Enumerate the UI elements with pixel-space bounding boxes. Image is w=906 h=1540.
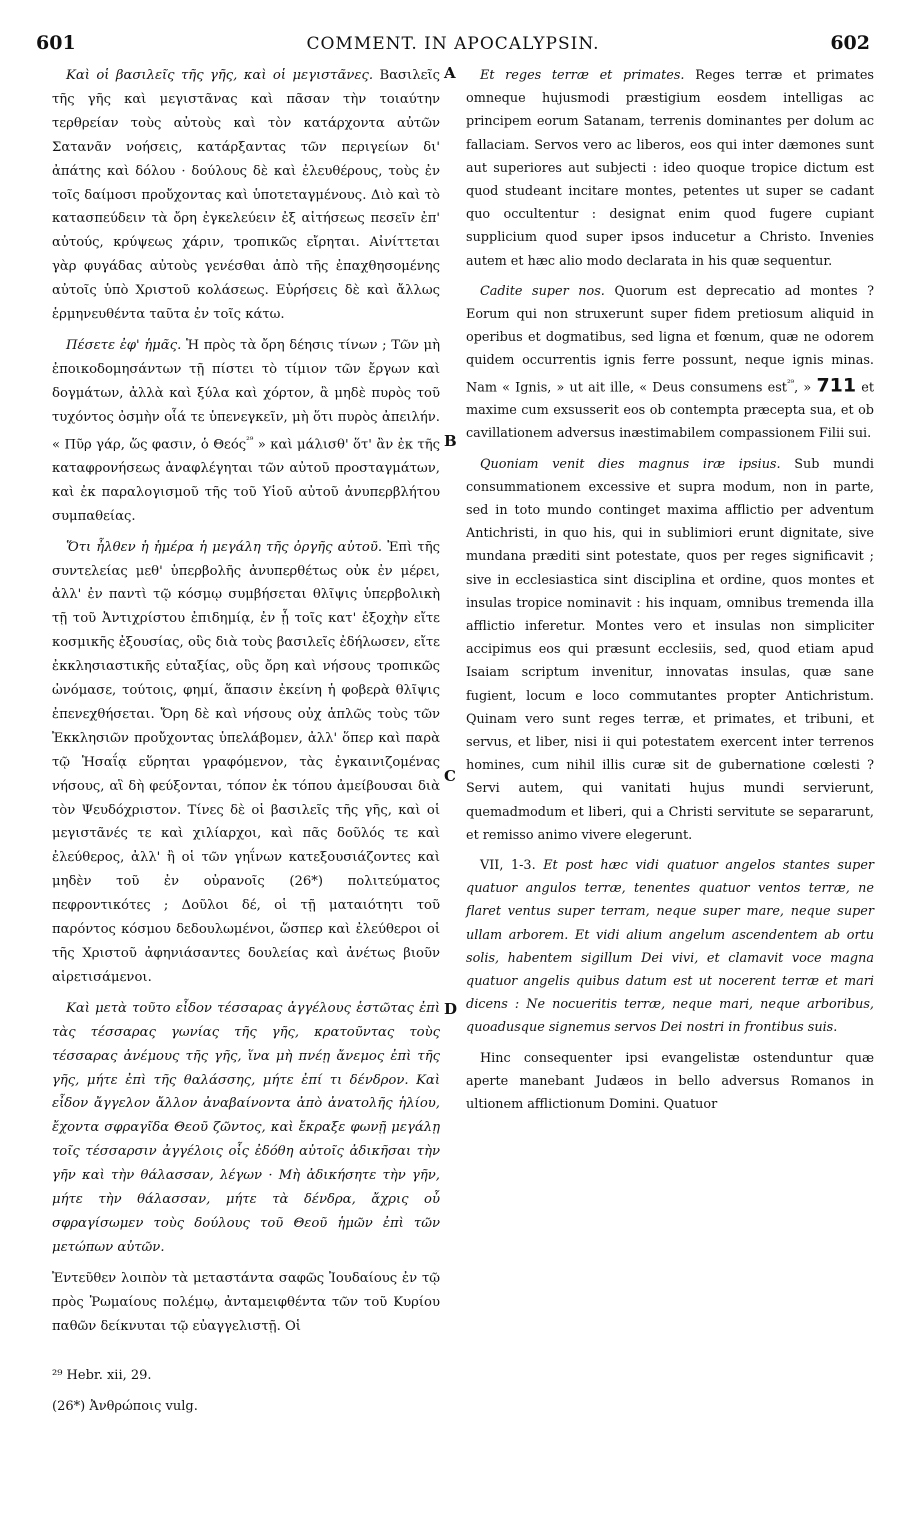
greek-text-5: Ἐντεῦθεν λοιπὸν τὰ μεταστάντα σαφῶς Ἰουδαίους ἐν τῷ πρὸς Ῥωμαίους πολέμῳ, ἀνταμειφθέντα τῶν τοῦ Κυρίου παθῶν δείκνυται τῷ εὐαγγελιστῇ. Οἱ [52, 1270, 440, 1334]
greek-paragraph-1 [52, 64, 440, 327]
greek-text-2b: » καὶ μάλισθ' ὅτ' ἂν ἐκ τῆς καταφρονήσεως ἀναφλέγηται τῶν αὐτοῦ προσταγμάτων, καὶ ἐκ παραλογισμοῦ τῆς τοῦ Υἱοῦ αὐτοῦ ἀνυπερβλήτου συμπαθείας. [52, 436, 440, 524]
footnote-ref-26: (26*) [289, 874, 324, 890]
latin-text-3: Sub mundi consummationem excessive et supra modum, non in parte, sed in toto mundo continget maxima afflictio per adventum Antichristi, in quo his, qui in sublimiori erunt dignitate, sive mundana præditi sint potestate, quos per reges significavit ; sive in ecclesiastica sint disciplina et ordine, quos montes et insulas tropice nominavit : his inquam, omnibus tremenda illa afflictio inferetur. Montes vero et insulas non simpliciter accipimus eos qui præsunt ecclesiis, sed, quod etiam apud Isaiam scriptum invenitur, innovatas insulas, quæ sane fugient, locum e loco commutantes propter Antichristum. Quinam vero sunt reges terræ, et primates, et tribuni, et servus, et liber, nisi ii qui potestatem exercent inter terrenos homines, cum nihil illis curæ sit de gubernatione cœlesti ? Servi autem, qui vanitati hujus mundi servierunt, quemadmodum et liberi, qui a Christi servitute se separarunt, et remisso animo vivere elegerunt. [466, 456, 874, 843]
latin-footnote-ref-29: ²⁹ [786, 378, 795, 389]
greek-text-1: Βασιλεῖς τῆς γῆς καὶ μεγιστᾶνας καὶ πᾶσαν τὴν τοιαύτην τερθρείαν τοὺς αὐτοὺς καὶ τὸν κατάρχοντα αὐτῶν Σατανᾶν νοήσεις, κατάρξαντας τῶν περιγείων δι' ἀπάτης καὶ δόλου · δούλους δὲ καὶ ἐλευθέρους, τοὺς ἐν τοῖς δαίμοσι προὔχοντας καὶ ὑποτεταγμένους. Διὸ καὶ τὸ κατασπεύδειν τὰ ὄρη ἐγκελεύειν ἐξ αἰτήσεως πεσεῖν ἐπ' αὐτούς, κρύψεως χάριν, τροπικῶς εἴρηται. Αἰνίττεται γὰρ φυγάδας αὐτοὺς γενέσθαι ἀπὸ τῆς ἐπαχθησομένης αὐτοῖς ὑπὸ Χριστοῦ κολάσεως. Εὑρήσεις δὲ καὶ ἄλλως ἑρμηνευθέντα ταῦτα ἐν τοῖς κάτω. [52, 68, 440, 323]
latin-text-2a: Quorum est deprecatio ad montes ? Eorum qui non struxerunt super fidem pretiosum aliquid in operibus et dogmatibus, sed ligna et fœnum, quæ ne odorem quidem occurrentis ignis ferre possunt, neque ignis minas. Nam « Ignis, » ut ait ille, « Deus consumens est [466, 283, 874, 395]
page-number-left: 601 [36, 32, 76, 54]
latin-lemma-2: Cadite super nos. [480, 283, 605, 299]
latin-text-1: Reges terræ et primates omneque hujusmodi præstigium eosdem intelligas ac principem eorum Satanam, terrenis dominantes per dolum ac fallaciam. Servos vero ac liberos, eos qui inter dæmones sunt aut superiores aut subjecti : ideo quoque tropice dictum est quod studeant incitare montes, petentes ut super se cadant quo occultentur : designat enim quod fugere cupiant supplicium quod super ipsos inducetur a Christo. Invenies autem et hæc alio modo declarata in his quæ sequentur. [466, 68, 874, 269]
verse-reference: VII, 1-3. [480, 857, 536, 873]
greek-column [52, 64, 440, 1346]
latin-text-5: Hinc consequenter ipsi evangelistæ ostenduntur quæ aperte manebant Judæos in bello adversus Romanos in ultionem afflictionum Domini. Quatuor [466, 1050, 874, 1112]
running-title: COMMENT. IN APOCALYPSIN. [306, 34, 600, 54]
greek-lemma-4: Καὶ μετὰ τοῦτο εἶδον τέσσαρας ἀγγέλους ἑστῶτας ἐπὶ τὰς τέσσαρας γωνίας τῆς γῆς, κρατοῦντας τοὺς τέσσαρας ἀνέμους τῆς γῆς, ἵνα μὴ πνέῃ ἄνεμος ἐπὶ τῆς γῆς, μήτε ἐπὶ τῆς θαλάσσης, μήτε ἐπί τι δένδρον. Καὶ εἶδον ἄγγελον ἄλλον ἀναβαίνοντα ἀπὸ ἀνατολῆς ἡλίου, ἔχοντα σφραγῖδα Θεοῦ ζῶντος, καὶ ἔκραξε φωνῇ μεγάλῃ τοῖς τέσσαρσιν ἀγγέλοις οἷς ἐδόθη αὐτοῖς ἀδικῆσαι τὴν γῆν καὶ τὴν θάλασσαν, λέγων · Μὴ ἀδικήσητε τὴν γῆν, μήτε τὴν θάλασσαν, μήτε τὰ δένδρα, ἄχρις οὗ σφραγίσωμεν τοὺς δούλους τοῦ Θεοῦ ἡμῶν ἐπὶ τῶν μετώπων αὐτῶν. [52, 1000, 440, 1255]
greek-paragraph-3 [52, 536, 440, 990]
footnote-2: (26*) Ἀνθρώποις vulg. [52, 1399, 198, 1414]
greek-text-3b: πολιτεύματος πεφροντικότες ; Δοῦλοι δέ, οἱ τῇ ματαιότητι τοῦ παρόντος κόσμου δεδουλωμένοι, ὥσπερ καὶ ἐλεύθεροι οἱ τῆς Χριστοῦ ἀφηνιάσαντες δουλείας καὶ ἀνέτως βιοῦν αἱρετισάμενοι. [52, 874, 440, 985]
greek-paragraph-2 [52, 334, 440, 529]
greek-lemma-3: Ὅτι ἦλθεν ἡ ἡμέρα ἡ μεγάλη τῆς ὀργῆς αὐτοῦ. [66, 539, 383, 555]
latin-lemma-3: Quoniam venit dies magnus iræ ipsius. [480, 456, 781, 472]
latin-lemma-4: Et post hæc vidi quatuor angelos stantes super quatuor angulos terræ, tenentes quatuor ventos terræ, ne flaret ventus super terram, neque super mare, neque super ullam arborem. Et vidi alium angelum ascendentem ab ortu solis, habentem sigillum Dei vivi, et clamavit voce magna quatuor angelis quibus datum est ut nocerent terræ et mari dicens : Ne nocueritis terræ, neque mari, neque arboribus, quoadusque signemus servos Dei nostri in frontibus suis. [466, 857, 875, 1036]
greek-lemma-1: Καὶ οἱ βασιλεῖς τῆς γῆς, καὶ οἱ μεγιστᾶνες. [66, 68, 374, 83]
greek-text-3: Ἐπὶ τῆς συντελείας μεθ' ὑπερβολῆς ἀνυπερθέτως οὐκ ἐν μέρει, ἀλλ' ἐν παντὶ τῷ κόσμῳ συμβήσεται θλῖψις ὑπερβολικὴ τῇ τοῦ Ἀντιχρίστου ἐπιδημίᾳ, ἐν ᾗ τοῖς κατ' ἐξοχὴν εἴτε κοσμικῆς ἐξουσίας, οὓς διὰ τοὺς βασιλεῖς ἐδήλωσεν, εἴτε ἐκκλησιαστικῆς εὐταξίας, οὓς ὄρη καὶ νήσους τροπικῶς ὠνόμασε, τούτοις, φημί, ἅπασιν ἐκείνη ἡ φοβερὰ θλῖψις ἐπενεχθήσεται. Ὄρη δὲ καὶ νήσους οὐχ ἁπλῶς τοὺς τῶν Ἐκκλησιῶν προὔχοντας ὑπελάβομεν, ἀλλ' ὅπερ καὶ παρὰ τῷ Ἡσαΐᾳ εὕρηται γραφόμενον, τὰς ἐγκαινιζομένας νήσους, αἳ δὴ φεύξονται, τόπον ἐκ τόπου ἀμείβουσαι διὰ τὸν Ψευδόχριστον. Τίνες δὲ οἱ βασιλεῖς τῆς γῆς, καὶ οἱ μεγιστᾶνές τε καὶ χιλίαρχοι, καὶ πᾶς δοῦλός τε καὶ ἐλεύθερος, ἀλλ' ἢ οἱ τῶν γηΐνων κατεξουσιάζοντες καὶ μηδὲν τοῦ ἐν οὐρανοῖς [52, 539, 440, 890]
page-number-right: 602 [830, 32, 870, 54]
greek-text-2a: Ἡ πρὸς τὰ ὄρη δέησις τίνων ; Τῶν μὴ ἐποικοδομησάντων τῇ πίστει τὸ τίμιον τῶν ἔργων καὶ δογμάτων, ἀλλὰ καὶ ξύλα καὶ χόρτον, ἃ μηδὲ πυρὸς τοῦ τυχόντος ὀσμὴν οἷά τε ὑπενεγκεῖν, μὴ ὅτι πυρὸς ἀπειλήν. « Πῦρ γάρ, ὥς φασιν, ὁ Θεός [52, 337, 440, 452]
margin-letter-c: C [444, 767, 456, 785]
latin-column [466, 64, 874, 1123]
margin-letter-b: B [444, 432, 457, 450]
footnote-1: ²⁹ Hebr. xii, 29. [52, 1368, 152, 1383]
footnote-ref-29: ²⁹ [246, 435, 254, 446]
greek-lemma-2: Πέσετε ἐφ' ἡμᾶς. [66, 337, 182, 353]
margin-letter-d: D [444, 1000, 458, 1018]
page-header [36, 32, 870, 58]
latin-paragraph-2 [466, 280, 874, 446]
latin-paragraph-4 [466, 854, 874, 1040]
column-number-marker: 711 [816, 373, 857, 396]
latin-text-2c: et maxime cum exsusserit eos ob contempta præcepta sua, et ob cavillationem adversus inæstimabilem compassionem Filii sui. [466, 379, 875, 442]
greek-paragraph-4 [52, 997, 440, 1260]
margin-letter-a: A [444, 64, 456, 82]
footnotes [52, 1368, 440, 1430]
latin-paragraph-1 [466, 64, 874, 273]
greek-paragraph-5 [52, 1267, 440, 1339]
latin-paragraph-3 [466, 453, 874, 847]
latin-paragraph-5 [466, 1047, 874, 1117]
latin-lemma-1: Et reges terræ et primates. [480, 68, 685, 83]
latin-text-2b: , » [794, 379, 812, 395]
